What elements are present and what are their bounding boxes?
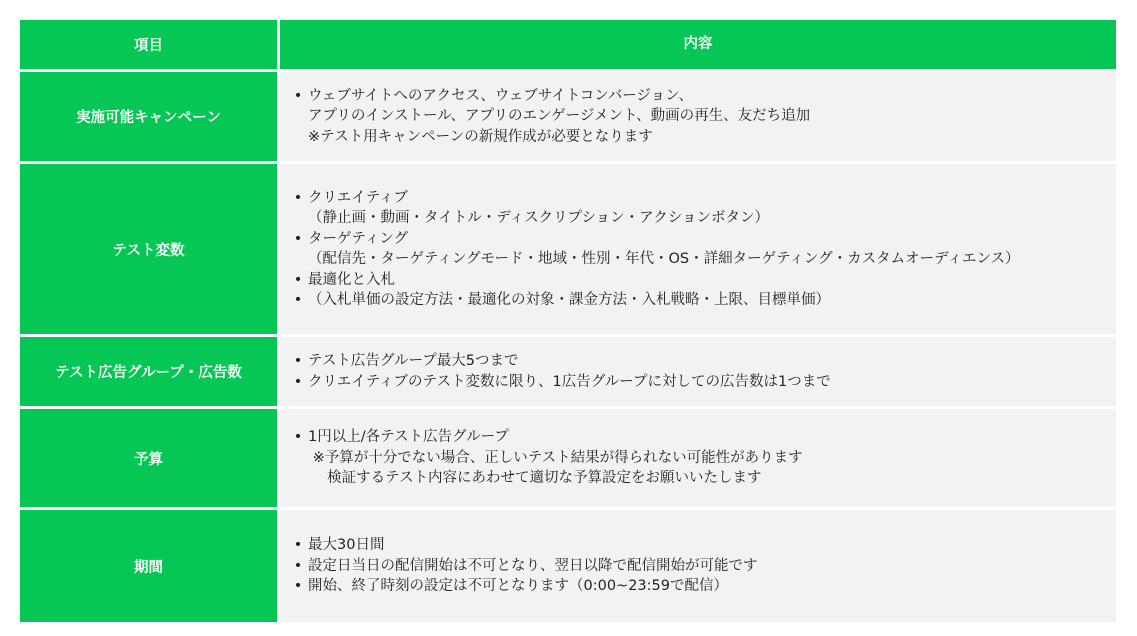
line-text: クリエイティブのテスト変数に限り、1広告グループに対しての広告数は1つまで [308,373,831,390]
row-content [280,510,1116,622]
row-label: 予算 [20,409,277,507]
row-content [280,72,1116,161]
line-text: ※テスト用キャンペーンの新規作成が必要となります [308,128,653,145]
bullet-icon: • [293,578,303,595]
row-label: テスト広告グループ・広告数 [20,337,277,406]
bullet-icon: • [293,87,303,104]
content-line [288,448,1116,469]
bullet-icon: • [293,429,303,446]
line-text: クリエイティブ [308,189,409,206]
content-line [288,427,1116,448]
line-text: 設定日当日の配信開始は不可となり、翌日以降で配信開始が可能です [308,557,758,574]
content-line [288,208,1116,229]
bullet-icon: • [293,189,303,206]
line-text: ターゲティング [308,230,409,247]
bullet-icon: • [293,271,303,288]
table-row [20,72,1116,161]
line-text: （入札単価の設定方法・最適化の対象・課金方法・入札戦略・上限、目標単価） [308,292,830,308]
table-body [20,69,1116,622]
table-row [20,337,1116,406]
row-label: テスト変数 [20,164,277,334]
line-text: アプリのインストール、アプリのエンゲージメント、動画の再生、友だち追加 [308,108,811,125]
row-label: 期間 [20,510,277,622]
row-content [280,409,1116,507]
bullet-icon: • [293,292,303,308]
content-line [288,556,1116,577]
content-line [288,290,1116,311]
table-row [20,409,1116,507]
content-line [288,106,1116,127]
content-line [288,576,1116,597]
table-row [20,510,1116,622]
line-text: ※予算が十分でない場合、正しいテスト結果が得られない可能性があります [308,449,803,466]
line-text: テスト広告グループ最大5つまで [308,353,519,369]
content-line [288,372,1116,393]
bullet-icon: • [293,353,303,369]
bullet-icon: • [293,557,303,574]
content-line [288,535,1116,556]
content-line [288,229,1116,250]
line-text: 検証するテスト内容にあわせて適切な予算設定をお願いいたします [308,470,762,487]
row-label: 実施可能キャンペーン [20,72,277,161]
content-line [288,127,1116,148]
line-text: 最大30日間 [308,537,385,554]
table-header-row [20,20,1116,69]
line-text: ウェブサイトへのアクセス、ウェブサイトコンバージョン、 [308,87,693,104]
line-text: （静止画・動画・タイトル・ディスクリプション・アクションボタン） [308,210,769,226]
line-text: 開始、終了時刻の設定は不可となります（0:00~23:59で配信） [308,578,728,595]
content-line [288,249,1116,270]
line-text: （配信先・ターゲティングモード・地域・性別・年代・OS・詳細ターゲティング・カスタムオーディエンス） [308,251,1020,267]
header-content: 内容 [280,20,1116,69]
content-line [288,86,1116,107]
line-text: 最適化と入札 [308,271,395,288]
line-text: 1円以上/各テスト広告グループ [308,429,509,446]
bullet-icon: • [293,537,303,554]
bullet-icon: • [293,373,303,390]
info-table [20,20,1116,622]
content-line [288,270,1116,291]
row-content [280,164,1116,334]
content-line [288,468,1116,489]
content-line [288,351,1116,372]
row-content [280,337,1116,406]
bullet-icon: • [293,230,303,247]
table-row [20,164,1116,334]
header-item: 項目 [20,20,277,69]
content-line [288,188,1116,209]
